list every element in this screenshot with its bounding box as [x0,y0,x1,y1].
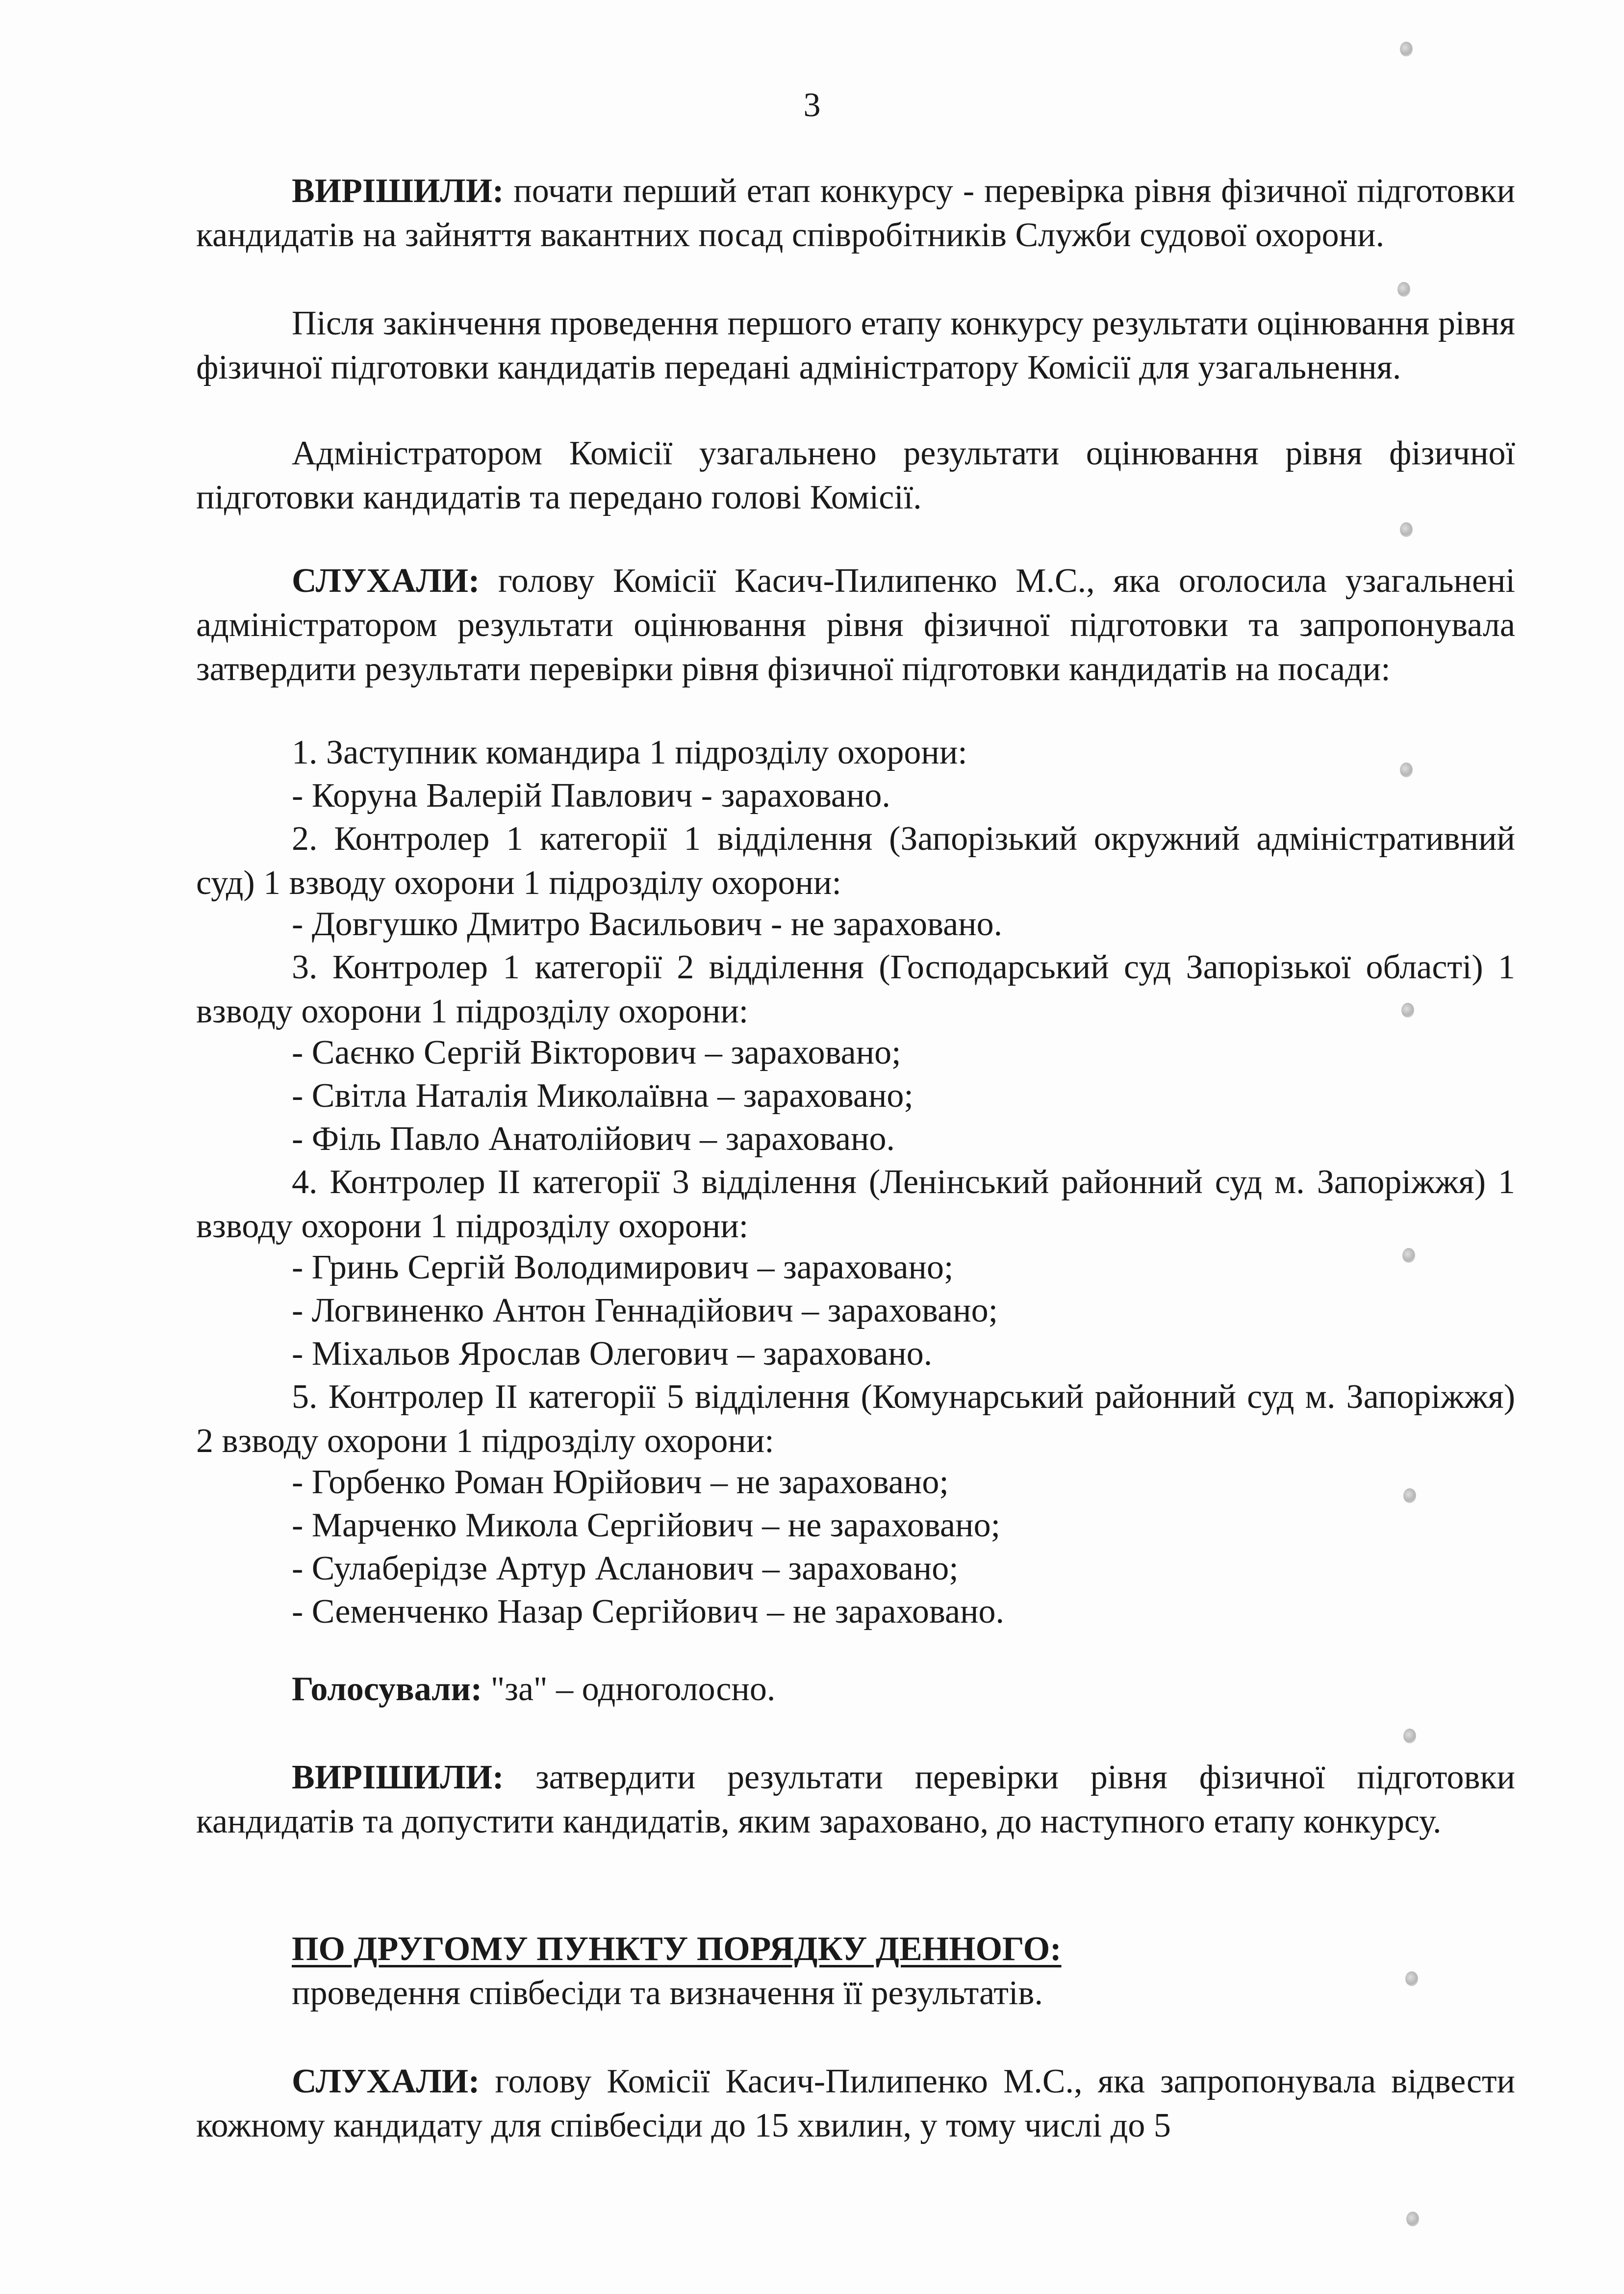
heard-paragraph-1 [196,559,1515,691]
candidate-item: - Саєнко Сергій Вікторович – зараховано; [292,1034,901,1071]
candidate-item: - Сулаберідзе Артур Асланович – зараховано; [292,1550,959,1587]
scan-speck [1400,42,1413,56]
scan-speck [1400,763,1413,777]
agenda-text: проведення співбесіди та визначення її результатів. [292,1974,1043,2012]
decided-paragraph-1 [196,169,1515,257]
position-title-3: 3. Контролер 1 категорії 2 відділення (Господарський суд Запорізької області) 1 взводу охорони 1 підрозділу охорони: [196,948,1515,1030]
position-title-4: 4. Контролер ІІ категорії 3 відділення (Ленінський районний суд м. Запоріжжя) 1 взводу охорони 1 підрозділу охорони: [196,1163,1515,1245]
heard-paragraph-2 [196,2060,1515,2148]
decided-label-2: ВИРІШИЛИ: [292,1759,504,1796]
position-title-3-block [196,945,1515,1034]
scan-speck [1406,2212,1419,2226]
candidate-item: - Світла Наталія Миколаївна – зараховано; [292,1077,914,1115]
heard-label-2: СЛУХАЛИ: [292,2063,480,2100]
position-title-4-block [196,1160,1515,1249]
scan-speck [1402,1248,1415,1263]
heard-text-2: голову Комісії Касич-Пилипенко М.С., яка запропонувала відвести кожному кандидату для співбесіди до 15 хвилин, у тому числі до 5 [196,2063,1515,2144]
candidate-item: - Міхальов Ярослав Олегович – зараховано. [292,1335,933,1373]
scan-speck [1400,522,1413,537]
candidate-item: - Горбенко Роман Юрійович – не зараховано; [292,1463,949,1501]
decided-text-2: затвердити результати перевірки рівня фізичної підготовки кандидатів та допустити кандидатів, яким зараховано, до наступного етапу конкурсу. [196,1759,1515,1840]
vote-text: "за" – одноголосно. [482,1670,776,1708]
position-title-1: 1. Заступник командира 1 підрозділу охорони: [292,734,967,771]
candidate-item: - Семенченко Назар Сергійович – не зараховано. [292,1593,1005,1631]
page-number: 3 [803,86,821,124]
position-title-2-block [196,817,1515,905]
vote-label: Голосували: [292,1670,482,1708]
decided-label-1: ВИРІШИЛИ: [292,172,504,210]
decided-paragraph-2 [196,1756,1515,1844]
admin-text: Адміністратором Комісії узагальнено результати оцінювання рівня фізичної підготовки кандидатів та передано голові Комісії. [196,434,1515,516]
candidate-item: - Довгушко Дмитро Васильович - не зараховано. [292,905,1003,943]
position-title-5: 5. Контролер ІІ категорії 5 відділення (Комунарський районний суд м. Запоріжжя) 2 взводу охорони 1 підрозділу охорони: [196,1378,1515,1460]
candidate-item: - Коруна Валерій Павлович - зараховано. [292,777,890,815]
admin-paragraph [196,432,1515,520]
agenda-heading-line [196,1927,1611,1971]
candidate-item: - Логвиненко Антон Геннадійович – зараховано; [292,1292,998,1329]
scan-speck [1405,1971,1418,1986]
heard-label-1: СЛУХАЛИ: [292,562,480,600]
scan-speck [1403,1729,1416,1743]
position-title-2: 2. Контролер 1 категорії 1 відділення (Запорізький окружний адміністративний суд) 1 взводу охорони 1 підрозділу охорони: [196,820,1515,902]
after-stage-paragraph [196,302,1515,390]
heard-text-1: голову Комісії Касич-Пилипенко М.С., яка оголосила узагальнені адміністратором результати оцінювання рівня фізичної підготовки та запропонувала затвердити результати перевірки рівня фізичної підготовки кандидатів на посади: [196,562,1515,688]
decided-text-1: почати перший етап конкурсу - перевірка рівня фізичної підготовки кандидатів на зайняття вакантних посад співробітників Служби судової охорони. [196,172,1515,254]
scan-speck [1401,1003,1414,1018]
vote-line [196,1667,1611,1711]
position-title-5-block [196,1375,1515,1463]
after-stage-text: Після закінчення проведення першого етапу конкурсу результати оцінювання рівня фізичної підготовки кандидатів передані адміністратору Комісії для узагальнення. [196,305,1515,386]
candidate-item: - Гринь Сергій Володимирович – зараховано; [292,1249,954,1286]
candidate-item: - Філь Павло Анатолійович – зараховано. [292,1120,895,1158]
candidate-item: - Марченко Микола Сергійович – не зараховано; [292,1506,1001,1544]
agenda-heading: ПО ДРУГОМУ ПУНКТУ ПОРЯДКУ ДЕННОГО: [292,1930,1062,1968]
scan-speck [1403,1488,1416,1503]
scan-speck [1397,282,1410,297]
